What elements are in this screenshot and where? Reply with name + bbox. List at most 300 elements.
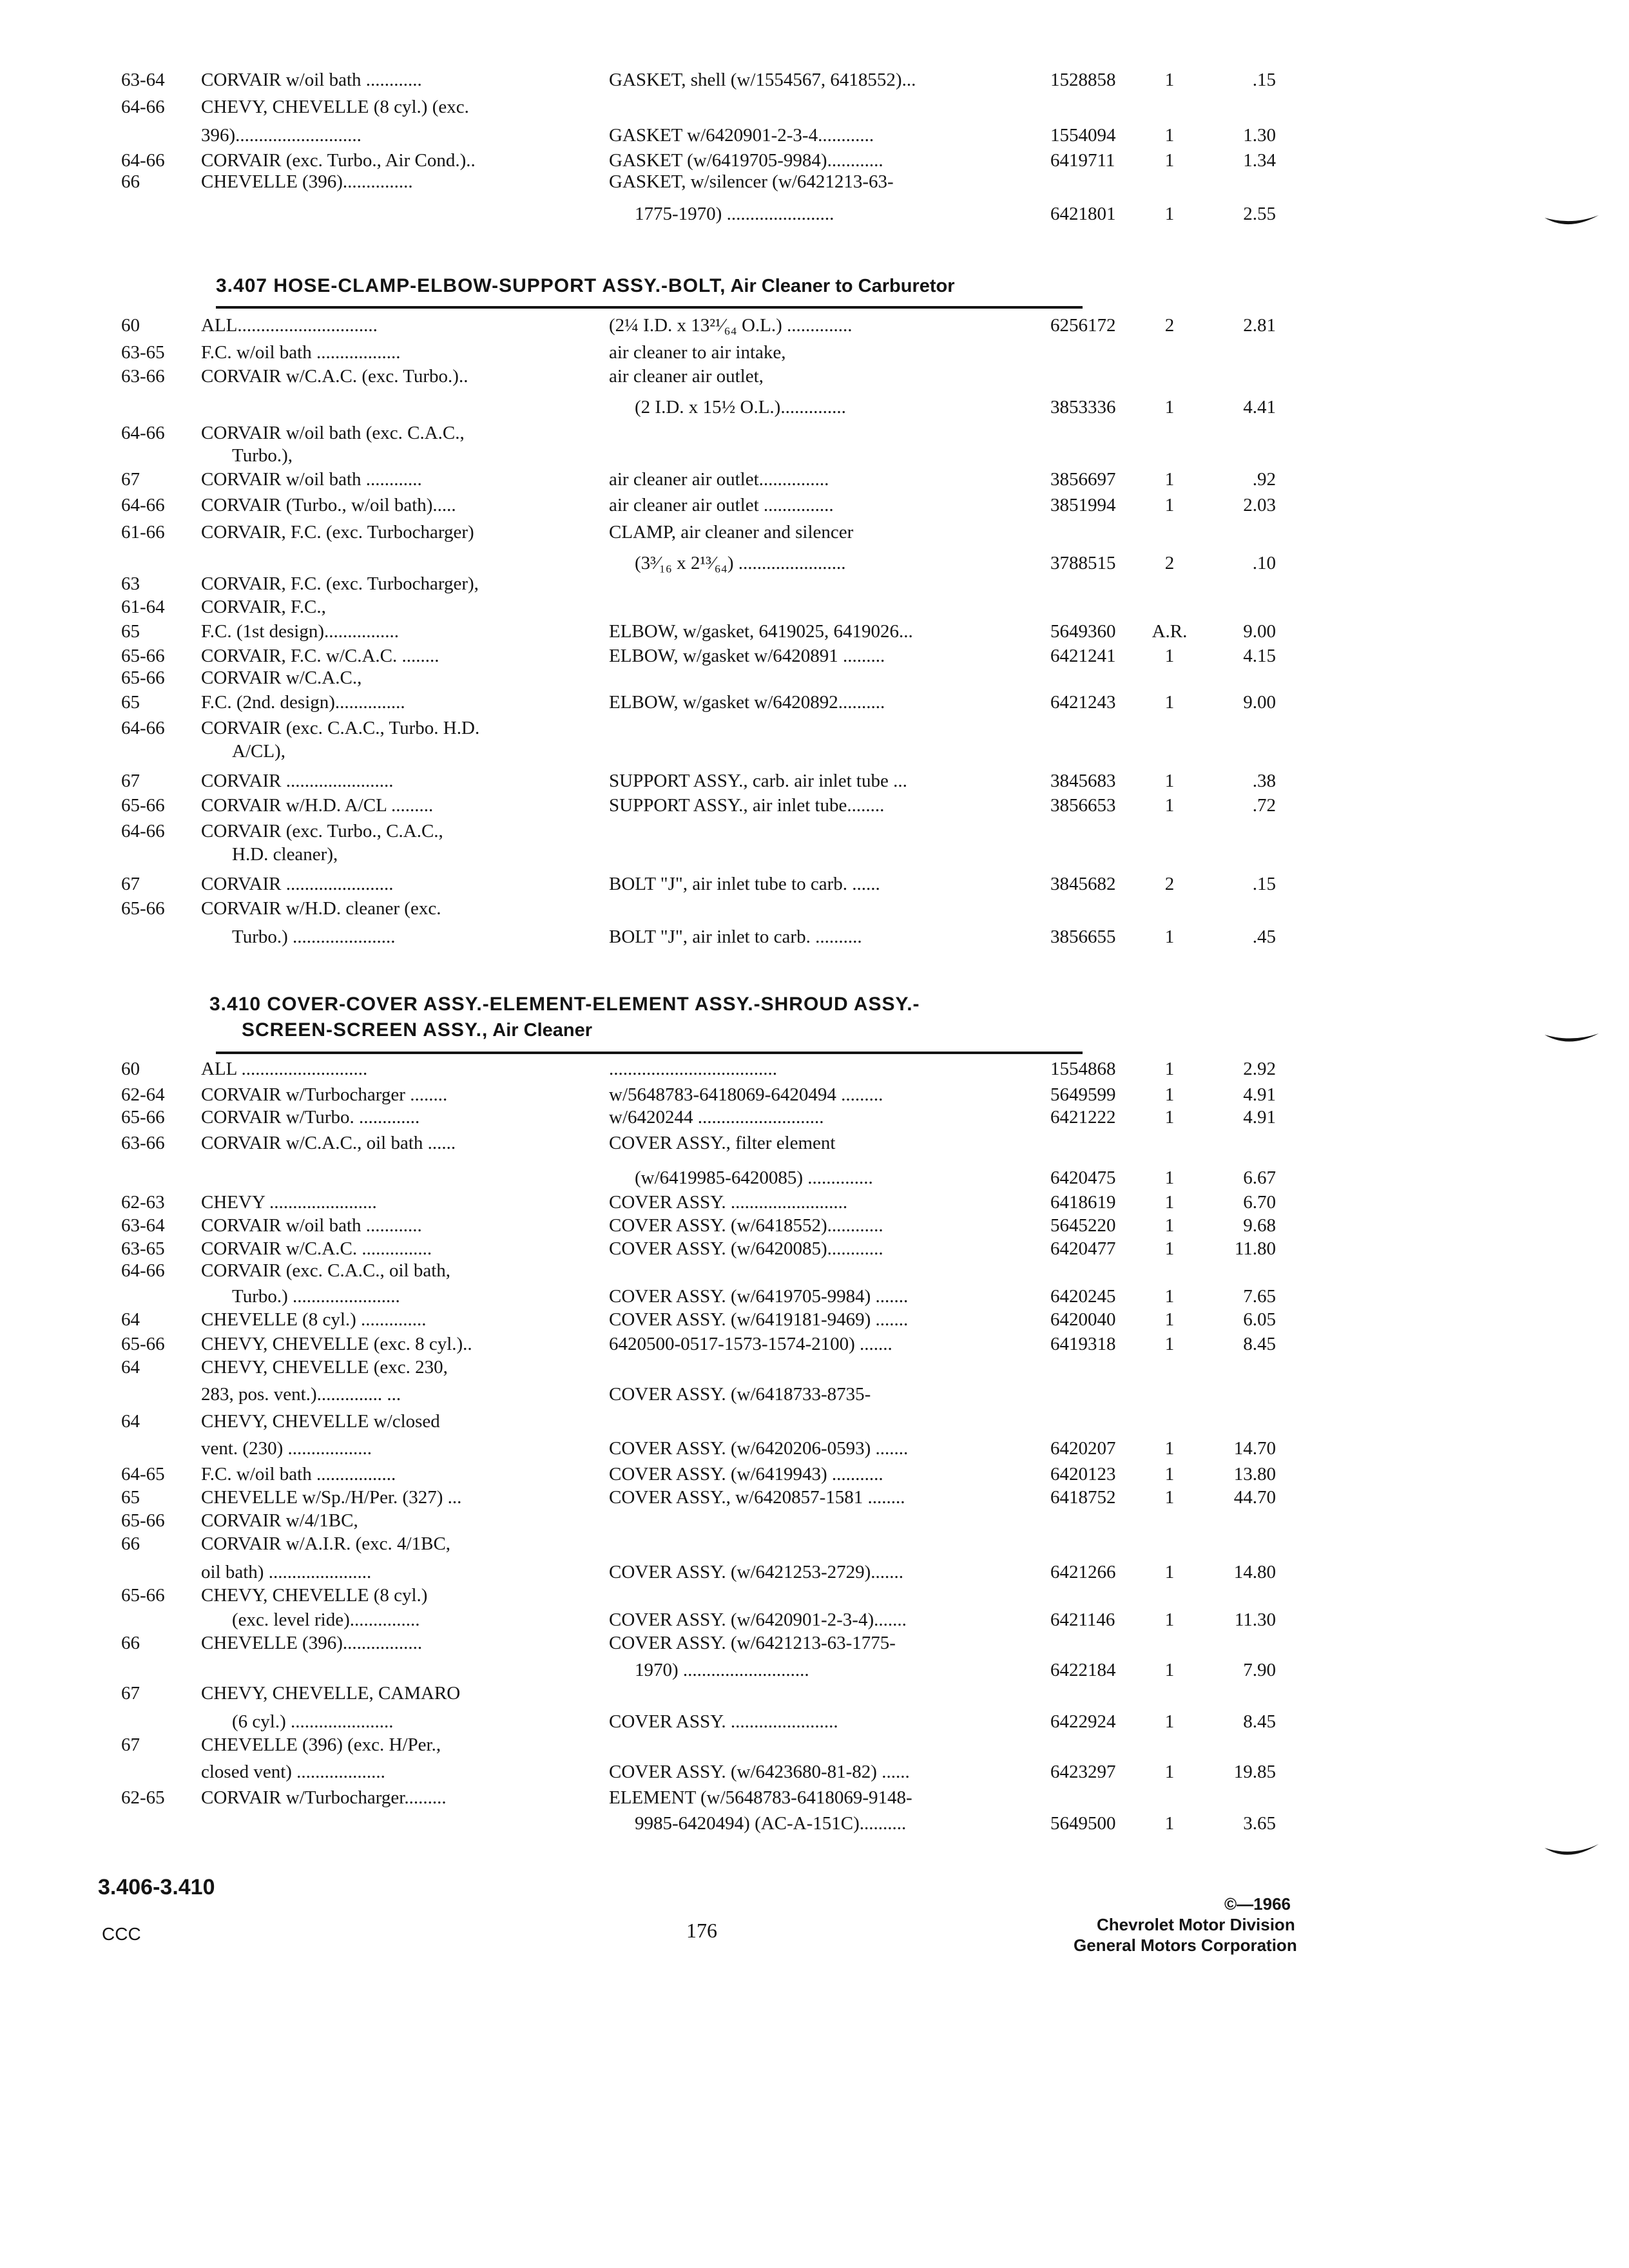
section-heading — [209, 992, 920, 1017]
application: closed vent) ................... — [201, 1762, 385, 1782]
part-description: COVER ASSY. (w/6420085)............ — [609, 1238, 883, 1259]
section-range: 3.406-3.410 — [98, 1875, 215, 1899]
model-years: 65-66 — [121, 1107, 165, 1128]
price: .38 — [1252, 771, 1276, 791]
catalog-row — [0, 124, 1629, 149]
model-years: 67 — [121, 1683, 140, 1704]
application: F.C. w/oil bath ................. — [201, 1464, 396, 1485]
part-number: 5649599 — [1050, 1084, 1116, 1105]
part-description: GASKET, shell (w/1554567, 6418552)... — [609, 70, 916, 90]
heading-rule — [216, 1052, 1083, 1054]
model-years: 63-65 — [121, 342, 165, 363]
heading-subtitle: Air Cleaner — [488, 1020, 593, 1041]
part-description: GASKET w/6420901-2-3-4............ — [609, 125, 874, 146]
catalog-row — [0, 794, 1629, 820]
part-number: 3856697 — [1050, 469, 1116, 490]
part-description: COVER ASSY. (w/6418552)............ — [609, 1215, 883, 1236]
model-years: 66 — [121, 1633, 140, 1653]
model-years: 65-66 — [121, 795, 165, 816]
part-description: COVER ASSY. (w/6419181-9469) ....... — [609, 1309, 909, 1330]
catalog-row — [0, 1710, 1629, 1736]
catalog-row — [0, 1083, 1629, 1109]
catalog-row — [0, 365, 1629, 390]
application: CHEVY, CHEVELLE (8 cyl.) (exc. — [201, 97, 469, 117]
model-years: 64-66 — [121, 423, 165, 443]
quantity: 1 — [1164, 692, 1175, 713]
model-years: 63-64 — [121, 1215, 165, 1236]
part-number: 1554094 — [1050, 125, 1116, 146]
part-number: 6420245 — [1050, 1286, 1116, 1307]
price: 4.91 — [1243, 1084, 1276, 1105]
price: 1.34 — [1243, 150, 1276, 171]
part-description: COVER ASSY. (w/6420206-0593) ....... — [609, 1438, 909, 1459]
model-years: 64-66 — [121, 718, 165, 738]
catalog-row — [0, 1259, 1629, 1285]
application: CORVAIR w/oil bath ............ — [201, 1215, 422, 1236]
part-description: air cleaner air outlet, — [609, 366, 764, 387]
price: 6.67 — [1243, 1168, 1276, 1188]
part-number: 6420040 — [1050, 1309, 1116, 1330]
catalog-code: CCC — [102, 1924, 141, 1944]
application: CORVAIR w/C.A.C., — [201, 668, 362, 688]
model-years: 65 — [121, 692, 140, 713]
catalog-row — [0, 1760, 1629, 1786]
catalog-row — [0, 1057, 1629, 1083]
application: CORVAIR ....................... — [201, 771, 394, 791]
quantity: 1 — [1164, 771, 1175, 791]
quantity: 2 — [1164, 874, 1175, 894]
part-description: COVER ASSY. (w/6423680-81-82) ...... — [609, 1762, 910, 1782]
part-description: SUPPORT ASSY., air inlet tube........ — [609, 795, 885, 816]
catalog-row — [0, 1463, 1629, 1488]
catalog-row — [0, 572, 1629, 598]
model-years: 67 — [121, 1735, 140, 1755]
catalog-row — [0, 468, 1629, 494]
application: Turbo.) ...................... — [232, 927, 396, 947]
part-number: 1554868 — [1050, 1059, 1116, 1079]
catalog-row — [0, 396, 1629, 421]
application: CORVAIR w/oil bath (exc. C.A.C., — [201, 423, 465, 443]
part-description: ELBOW, w/gasket w/6420892.......... — [609, 692, 885, 713]
model-years: 65-66 — [121, 1585, 165, 1606]
model-years: 65-66 — [121, 898, 165, 919]
part-description: CLAMP, air cleaner and silencer — [609, 522, 854, 543]
publisher-division: Chevrolet Motor Division — [1097, 1915, 1295, 1934]
catalog-row — [0, 1608, 1629, 1634]
catalog-row — [0, 740, 1629, 765]
application: CORVAIR w/4/1BC, — [201, 1510, 358, 1531]
part-description: ELBOW, w/gasket, 6419025, 6419026... — [609, 621, 913, 642]
part-number: 3856653 — [1050, 795, 1116, 816]
part-number: 5649500 — [1050, 1813, 1116, 1834]
price: 7.90 — [1243, 1660, 1276, 1680]
application: CORVAIR, F.C. (exc. Turbocharger), — [201, 573, 479, 594]
quantity: 1 — [1164, 646, 1175, 666]
heading-main: 3.407 HOSE-CLAMP-ELBOW-SUPPORT ASSY.-BOLT, — [216, 275, 726, 296]
quantity: 1 — [1164, 1660, 1175, 1680]
part-description: COVER ASSY., filter element — [609, 1133, 836, 1153]
price: 6.05 — [1243, 1309, 1276, 1330]
price: 19.85 — [1233, 1762, 1276, 1782]
application: CORVAIR (Turbo., w/oil bath)..... — [201, 495, 456, 515]
binder-tab-mark-1 — [1543, 213, 1601, 232]
application: F.C. w/oil bath .................. — [201, 342, 401, 363]
part-number: 6421266 — [1050, 1562, 1116, 1582]
catalog-row — [0, 1214, 1629, 1240]
binder-tab-mark-2 — [1543, 1031, 1601, 1050]
heading-main: 3.410 COVER-COVER ASSY.-ELEMENT-ELEMENT ASSY.-SHROUD ASSY.- — [209, 994, 920, 1015]
model-years: 64-66 — [121, 495, 165, 515]
application: CHEVELLE (396)................. — [201, 1633, 423, 1653]
catalog-row — [0, 1786, 1629, 1812]
quantity: 1 — [1164, 1813, 1175, 1834]
model-years: 60 — [121, 1059, 140, 1079]
quantity: 1 — [1164, 795, 1175, 816]
price: 6.70 — [1243, 1192, 1276, 1213]
catalog-row — [0, 170, 1629, 196]
part-number: 6420123 — [1050, 1464, 1116, 1485]
catalog-row — [0, 769, 1629, 795]
quantity: 1 — [1164, 927, 1175, 947]
part-number: 6420475 — [1050, 1168, 1116, 1188]
catalog-row — [0, 1332, 1629, 1358]
part-number: 6418752 — [1050, 1487, 1116, 1508]
part-number: 6419711 — [1050, 150, 1115, 171]
catalog-row — [0, 1509, 1629, 1535]
model-years: 65 — [121, 1487, 140, 1508]
model-years: 64-66 — [121, 1260, 165, 1281]
quantity: 1 — [1164, 1192, 1175, 1213]
quantity: 1 — [1164, 70, 1175, 90]
part-number: 3856655 — [1050, 927, 1116, 947]
application: H.D. cleaner), — [232, 844, 338, 865]
price: 2.92 — [1243, 1059, 1276, 1079]
catalog-row — [0, 341, 1629, 367]
part-number: 5645220 — [1050, 1215, 1116, 1236]
price: .72 — [1252, 795, 1276, 816]
model-years: 64-66 — [121, 97, 165, 117]
part-description: 1775-1970) ....................... — [635, 204, 834, 224]
catalog-row — [0, 494, 1629, 519]
application: Turbo.), — [232, 445, 293, 466]
model-years: 65-66 — [121, 1334, 165, 1354]
part-number: 6420477 — [1050, 1238, 1116, 1259]
quantity: 1 — [1164, 1762, 1175, 1782]
catalog-row — [0, 1191, 1629, 1216]
application: CHEVELLE (396) (exc. H/Per., — [201, 1735, 441, 1755]
model-years: 64-65 — [121, 1464, 165, 1485]
price: 9.68 — [1243, 1215, 1276, 1236]
part-number: 6421222 — [1050, 1107, 1116, 1128]
catalog-row — [0, 314, 1629, 340]
part-description: GASKET (w/6419705-9984)............ — [609, 150, 883, 171]
catalog-row — [0, 1106, 1629, 1131]
quantity: 1 — [1164, 1610, 1175, 1630]
catalog-row — [0, 95, 1629, 121]
application: 396)........................... — [201, 125, 361, 146]
application: oil bath) ...................... — [201, 1562, 372, 1582]
application: ALL ........................... — [201, 1059, 368, 1079]
heading-rule — [216, 306, 1083, 309]
model-years: 62-64 — [121, 1084, 165, 1105]
part-number: 6419318 — [1050, 1334, 1116, 1354]
catalog-row — [0, 620, 1629, 646]
part-number: 6418619 — [1050, 1192, 1116, 1213]
section-heading — [216, 274, 955, 298]
catalog-row — [0, 1584, 1629, 1610]
part-description: SUPPORT ASSY., carb. air inlet tube ... — [609, 771, 907, 791]
part-number: 1528858 — [1050, 70, 1116, 90]
application: CORVAIR w/C.A.C. (exc. Turbo.).. — [201, 366, 468, 387]
price: .10 — [1252, 553, 1276, 573]
price: 14.70 — [1233, 1438, 1276, 1459]
catalog-row — [0, 202, 1629, 228]
publisher-corporation: General Motors Corporation — [1074, 1936, 1297, 1955]
quantity: 1 — [1164, 495, 1175, 515]
part-number: 3845683 — [1050, 771, 1116, 791]
part-number: 6421243 — [1050, 692, 1116, 713]
application: CORVAIR w/C.A.C. ............... — [201, 1238, 432, 1259]
copyright-line: ©—1966 — [1224, 1894, 1291, 1914]
catalog-row — [0, 444, 1629, 470]
price: .92 — [1252, 469, 1276, 490]
part-number: 3853336 — [1050, 397, 1116, 418]
catalog-row — [0, 1437, 1629, 1463]
part-description: BOLT "J", air inlet tube to carb. ...... — [609, 874, 880, 894]
part-description: 9985-6420494) (AC-A-151C).......... — [635, 1813, 907, 1834]
price: 9.00 — [1243, 621, 1276, 642]
part-number: 6422184 — [1050, 1660, 1116, 1680]
quantity: 1 — [1164, 1309, 1175, 1330]
part-description: COVER ASSY. (w/6421213-63-1775- — [609, 1633, 896, 1653]
application: ALL.............................. — [201, 315, 378, 336]
model-years: 64-66 — [121, 150, 165, 171]
quantity: 1 — [1164, 1286, 1175, 1307]
part-description: air cleaner air outlet............... — [609, 469, 829, 490]
catalog-row — [0, 1682, 1629, 1707]
quantity: 1 — [1164, 1562, 1175, 1582]
application: CHEVY, CHEVELLE w/closed — [201, 1411, 440, 1432]
part-number: 6421801 — [1050, 204, 1116, 224]
catalog-row — [0, 1356, 1629, 1381]
price: 7.65 — [1243, 1286, 1276, 1307]
catalog-row — [0, 421, 1629, 447]
application: CHEVY, CHEVELLE (exc. 8 cyl.).. — [201, 1334, 472, 1354]
model-years: 66 — [121, 1533, 140, 1554]
quantity: 1 — [1164, 1059, 1175, 1079]
application: CORVAIR w/H.D. cleaner (exc. — [201, 898, 441, 919]
model-years: 64 — [121, 1309, 140, 1330]
part-description: 1970) ........................... — [635, 1660, 809, 1680]
price: 13.80 — [1233, 1464, 1276, 1485]
application: CORVAIR w/Turbo. ............. — [201, 1107, 420, 1128]
quantity: 1 — [1164, 1215, 1175, 1236]
catalog-row — [0, 716, 1629, 742]
application: F.C. (1st design)................ — [201, 621, 400, 642]
catalog-row — [0, 1383, 1629, 1408]
application: CHEVY, CHEVELLE, CAMARO — [201, 1683, 461, 1704]
quantity: 1 — [1164, 1438, 1175, 1459]
quantity: 1 — [1164, 150, 1175, 171]
application: CORVAIR w/C.A.C., oil bath ...... — [201, 1133, 456, 1153]
part-number: 5649360 — [1050, 621, 1116, 642]
catalog-row — [0, 843, 1629, 869]
quantity: 1 — [1164, 1168, 1175, 1188]
quantity: 1 — [1164, 125, 1175, 146]
model-years: 60 — [121, 315, 140, 336]
catalog-row — [0, 1131, 1629, 1157]
model-years: 65-66 — [121, 668, 165, 688]
quantity: 1 — [1164, 1238, 1175, 1259]
price: 11.80 — [1234, 1238, 1276, 1259]
application: CORVAIR (exc. C.A.C., Turbo. H.D. — [201, 718, 480, 738]
catalog-row — [0, 897, 1629, 923]
model-years: 67 — [121, 874, 140, 894]
catalog-row — [0, 1631, 1629, 1657]
part-description: (2¼ I.D. x 13²¹⁄₆₄ O.L.) .............. — [609, 315, 853, 336]
price: 4.15 — [1243, 646, 1276, 666]
part-description: w/6420244 ........................... — [609, 1107, 824, 1128]
catalog-row — [0, 1410, 1629, 1436]
price: .15 — [1252, 70, 1276, 90]
part-description: COVER ASSY. (w/6419943) ........... — [609, 1464, 883, 1485]
application: 283, pos. vent.).............. ... — [201, 1384, 401, 1405]
part-description: COVER ASSY. (w/6418733-8735- — [609, 1384, 871, 1405]
part-description: ELEMENT (w/5648783-6418069-9148- — [609, 1787, 912, 1808]
part-description: BOLT "J", air inlet to carb. .......... — [609, 927, 862, 947]
application: CHEVELLE (396)............... — [201, 171, 413, 192]
part-number: 6422924 — [1050, 1711, 1116, 1732]
catalog-row — [0, 666, 1629, 692]
catalog-row — [0, 1658, 1629, 1684]
price: .45 — [1252, 927, 1276, 947]
model-years: 64 — [121, 1357, 140, 1378]
quantity: 1 — [1164, 1334, 1175, 1354]
application: CHEVY ....................... — [201, 1192, 377, 1213]
section-heading — [242, 1018, 592, 1043]
application: CORVAIR w/Turbocharger ........ — [201, 1084, 448, 1105]
price: 2.03 — [1243, 495, 1276, 515]
part-description: ELBOW, w/gasket w/6420891 ......... — [609, 646, 885, 666]
part-description: (2 I.D. x 15½ O.L.).............. — [635, 397, 846, 418]
application: CORVAIR (exc. Turbo., C.A.C., — [201, 821, 443, 841]
application: CORVAIR w/A.I.R. (exc. 4/1BC, — [201, 1533, 451, 1554]
application: Turbo.) ....................... — [232, 1286, 400, 1307]
part-description: w/5648783-6418069-6420494 ......... — [609, 1084, 883, 1105]
model-years: 65-66 — [121, 646, 165, 666]
model-years: 61-64 — [121, 597, 165, 617]
part-description: (3³⁄₁₆ x 2¹³⁄₆₄) ....................... — [635, 553, 846, 573]
heading-subtitle: Air Cleaner to Carburetor — [726, 276, 955, 296]
quantity: 1 — [1164, 1711, 1175, 1732]
model-years: 64 — [121, 1411, 140, 1432]
catalog-row — [0, 1486, 1629, 1512]
part-description: COVER ASSY. ......................... — [609, 1192, 848, 1213]
quantity: 1 — [1164, 1084, 1175, 1105]
part-description: air cleaner air outlet ............... — [609, 495, 834, 515]
price: 8.45 — [1243, 1711, 1276, 1732]
model-years: 63 — [121, 573, 140, 594]
heading-main: SCREEN-SCREEN ASSY., — [242, 1019, 488, 1041]
quantity: 2 — [1164, 315, 1175, 336]
application: (6 cyl.) ...................... — [232, 1711, 394, 1732]
price: 4.41 — [1243, 397, 1276, 418]
page-number: 176 — [686, 1919, 717, 1942]
model-years: 63-64 — [121, 70, 165, 90]
model-years: 62-63 — [121, 1192, 165, 1213]
part-description: air cleaner to air intake, — [609, 342, 786, 363]
catalog-row — [0, 68, 1629, 94]
application: CORVAIR, F.C. (exc. Turbocharger) — [201, 522, 474, 543]
application: CORVAIR (exc. Turbo., Air Cond.).. — [201, 150, 476, 171]
part-description: .................................... — [609, 1059, 777, 1079]
part-description: (w/6419985-6420085) .............. — [635, 1168, 873, 1188]
model-years: 61-66 — [121, 522, 165, 543]
catalog-row — [0, 1812, 1629, 1838]
catalog-row — [0, 925, 1629, 951]
application: CORVAIR ....................... — [201, 874, 394, 894]
model-years: 67 — [121, 469, 140, 490]
price: 44.70 — [1233, 1487, 1276, 1508]
part-number: 6420207 — [1050, 1438, 1116, 1459]
application: CORVAIR w/oil bath ............ — [201, 469, 422, 490]
application: CORVAIR, F.C. w/C.A.C. ........ — [201, 646, 439, 666]
quantity: 1 — [1164, 397, 1175, 418]
model-years: 67 — [121, 771, 140, 791]
application: (exc. level ride)............... — [232, 1610, 420, 1630]
catalog-row — [0, 691, 1629, 716]
catalog-row — [0, 1308, 1629, 1334]
catalog-row — [0, 1285, 1629, 1311]
catalog-row — [0, 521, 1629, 546]
catalog-row — [0, 820, 1629, 845]
quantity: 1 — [1164, 469, 1175, 490]
application: A/CL), — [232, 741, 285, 762]
price: 8.45 — [1243, 1334, 1276, 1354]
model-years: 65-66 — [121, 1510, 165, 1531]
part-description: COVER ASSY. ....................... — [609, 1711, 838, 1732]
quantity: 1 — [1164, 1107, 1175, 1128]
application: CORVAIR w/oil bath ............ — [201, 70, 422, 90]
catalog-row — [0, 872, 1629, 898]
part-number: 3851994 — [1050, 495, 1116, 515]
application: F.C. (2nd. design)............... — [201, 692, 405, 713]
part-number: 3845682 — [1050, 874, 1116, 894]
part-description: COVER ASSY. (w/6419705-9984) ....... — [609, 1286, 909, 1307]
part-number: 6256172 — [1050, 315, 1116, 336]
price: .15 — [1252, 874, 1276, 894]
model-years: 63-65 — [121, 1238, 165, 1259]
price: 14.80 — [1233, 1562, 1276, 1582]
application: CORVAIR, F.C., — [201, 597, 326, 617]
part-number: 6421146 — [1050, 1610, 1115, 1630]
price: 2.81 — [1243, 315, 1276, 336]
application: CHEVY, CHEVELLE (8 cyl.) — [201, 1585, 428, 1606]
quantity: 1 — [1164, 1464, 1175, 1485]
part-number: 3788515 — [1050, 553, 1116, 573]
catalog-row — [0, 1733, 1629, 1759]
catalog-row — [0, 1166, 1629, 1192]
part-description: COVER ASSY. (w/6420901-2-3-4)....... — [609, 1610, 907, 1630]
quantity: 1 — [1164, 204, 1175, 224]
catalog-row — [0, 1532, 1629, 1558]
application: CHEVELLE (8 cyl.) .............. — [201, 1309, 427, 1330]
part-description: COVER ASSY. (w/6421253-2729)....... — [609, 1562, 904, 1582]
price: 9.00 — [1243, 692, 1276, 713]
price: 11.30 — [1234, 1610, 1276, 1630]
part-description: GASKET, w/silencer (w/6421213-63- — [609, 171, 894, 192]
price: 2.55 — [1243, 204, 1276, 224]
